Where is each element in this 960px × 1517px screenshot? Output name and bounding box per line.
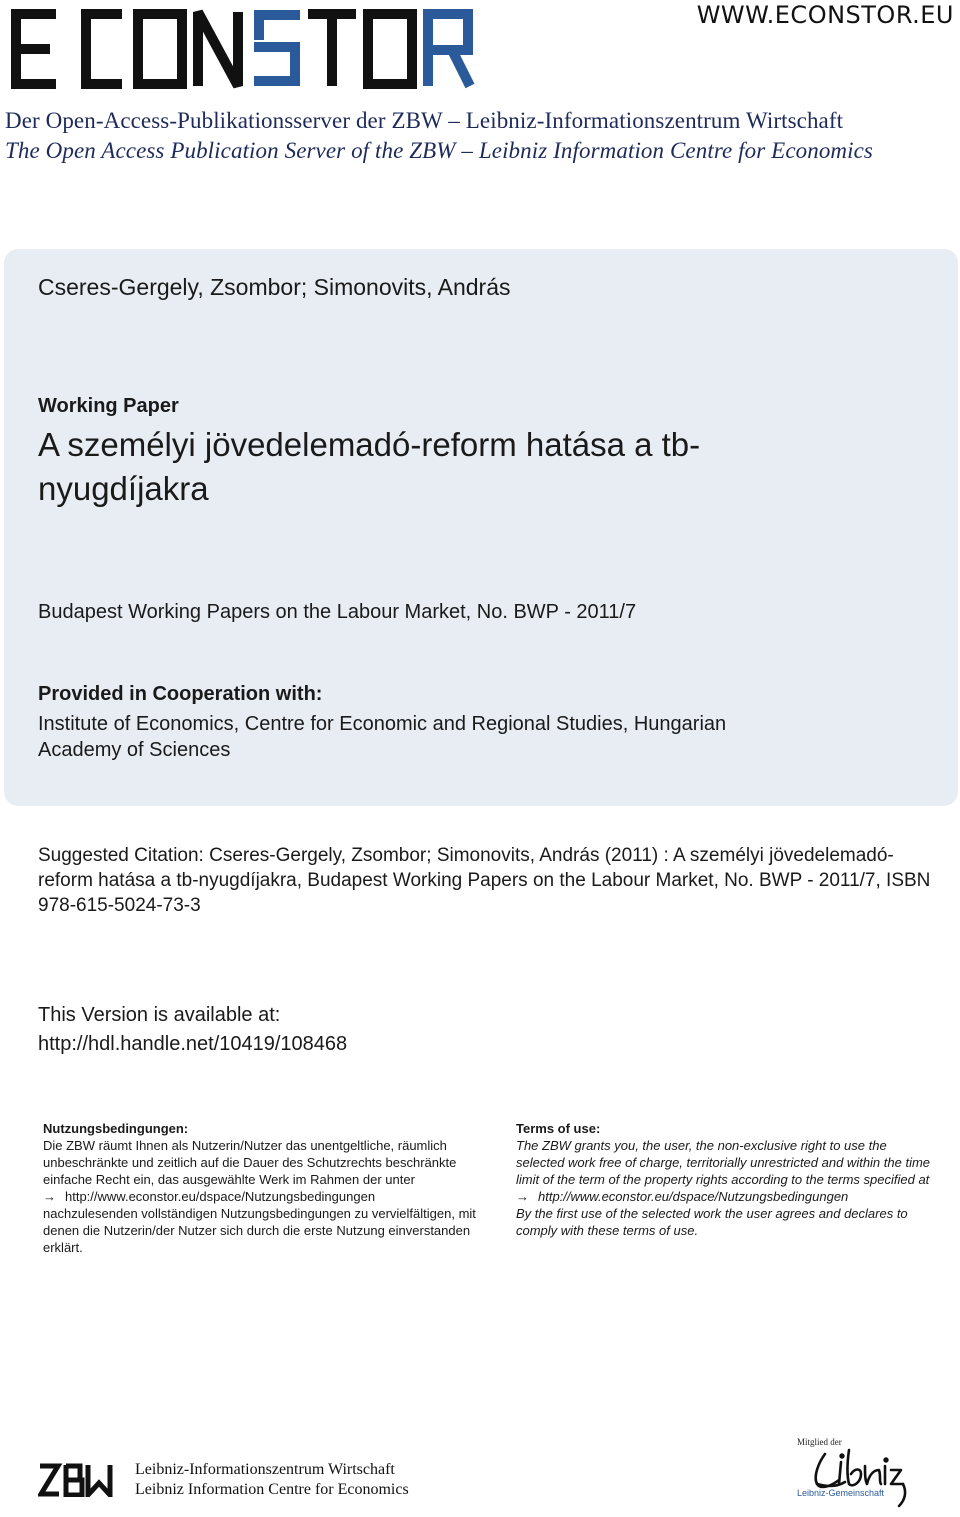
econstor-logo bbox=[8, 6, 478, 92]
series-info: Budapest Working Papers on the Labour Market, No. BWP - 2011/7 bbox=[38, 601, 637, 623]
handle-link[interactable]: http://hdl.handle.net/10419/108468 bbox=[38, 1033, 348, 1055]
arrow-right-icon: → bbox=[43, 1189, 56, 1204]
publisher-tagline-en: The Open Access Publication Server of the ZBW – Leibniz Information Centre for Economics bbox=[5, 138, 873, 163]
terms-de-body-2: nachzulesenden vollständigen Nutzungsbedingungen zu vervielfältigen, mit denen die Nutzerin/der Nutzer sich durch die erste Nutzung einverstanden erklärt. bbox=[43, 1206, 476, 1255]
terms-de-link-line bbox=[43, 1188, 483, 1205]
arrow-right-icon: → bbox=[516, 1189, 529, 1204]
terms-de-heading: Nutzungsbedingungen: bbox=[43, 1121, 189, 1136]
cooperation-institution: Institute of Economics, Centre for Economic and Regional Studies, Hungarian Academy of Sciences bbox=[38, 713, 727, 761]
terms-en bbox=[516, 1120, 936, 1239]
zbw-name-en: Leibniz Information Centre for Economics bbox=[135, 1481, 409, 1498]
document-type: Working Paper bbox=[38, 395, 179, 417]
terms-en-link-line bbox=[516, 1188, 936, 1205]
version-label: This Version is available at: bbox=[38, 1004, 281, 1026]
zbw-logo bbox=[38, 1463, 114, 1497]
terms-de-body-1: Die ZBW räumt Ihnen als Nutzerin/Nutzer das unentgeltliche, räumlich unbeschränkte und zeitlich auf die Dauer des Schutzrechts beschränkte einfache Recht ein, das ausgewählte Werk im Rahmen der unter bbox=[43, 1138, 457, 1187]
terms-en-body-2: By the first use of the selected work the user agrees and declares to comply with these terms of use. bbox=[516, 1206, 908, 1238]
terms-de-link[interactable]: http://www.econstor.eu/dspace/Nutzungsbedingungen bbox=[65, 1189, 376, 1204]
leibniz-gemeinschaft-label: Leibniz-Gemeinschaft bbox=[797, 1488, 885, 1498]
terms-en-body-1: The ZBW grants you, the user, the non-exclusive right to use the selected work free of charge, territorially unrestricted and within the time limit of the term of the property rights according to the terms specified at bbox=[516, 1138, 931, 1187]
publisher-tagline-de: Der Open-Access-Publikationsserver der ZBW – Leibniz-Informationszentrum Wirtschaft bbox=[5, 108, 844, 133]
cooperation-label: Provided in Cooperation with: bbox=[38, 683, 323, 705]
terms-en-link[interactable]: http://www.econstor.eu/dspace/Nutzungsbedingungen bbox=[538, 1189, 849, 1204]
leibniz-signature-logo bbox=[795, 1436, 913, 1510]
zbw-name-de: Leibniz-Informationszentrum Wirtschaft bbox=[135, 1461, 395, 1478]
suggested-citation: Suggested Citation: Cseres-Gergely, Zsombor; Simonovits, András (2011) : A személyi jövedelemadó-reform hatása a tb-nyugdíjakra, Budapest Working Papers on the Labour Market, No. BWP - 2011/7, ISBN 978-615-5024-73-3 bbox=[38, 845, 931, 916]
authors: Cseres-Gergely, Zsombor; Simonovits, András bbox=[38, 274, 511, 300]
site-url[interactable]: WWW.ECONSTOR.EU bbox=[696, 1, 954, 29]
document-title: A személyi jövedelemadó-reform hatása a tb-nyugdíjakra bbox=[38, 426, 701, 507]
leibniz-member-label: Mitglied der bbox=[797, 1437, 842, 1447]
terms-de bbox=[43, 1120, 483, 1256]
terms-en-heading: Terms of use: bbox=[516, 1121, 601, 1136]
